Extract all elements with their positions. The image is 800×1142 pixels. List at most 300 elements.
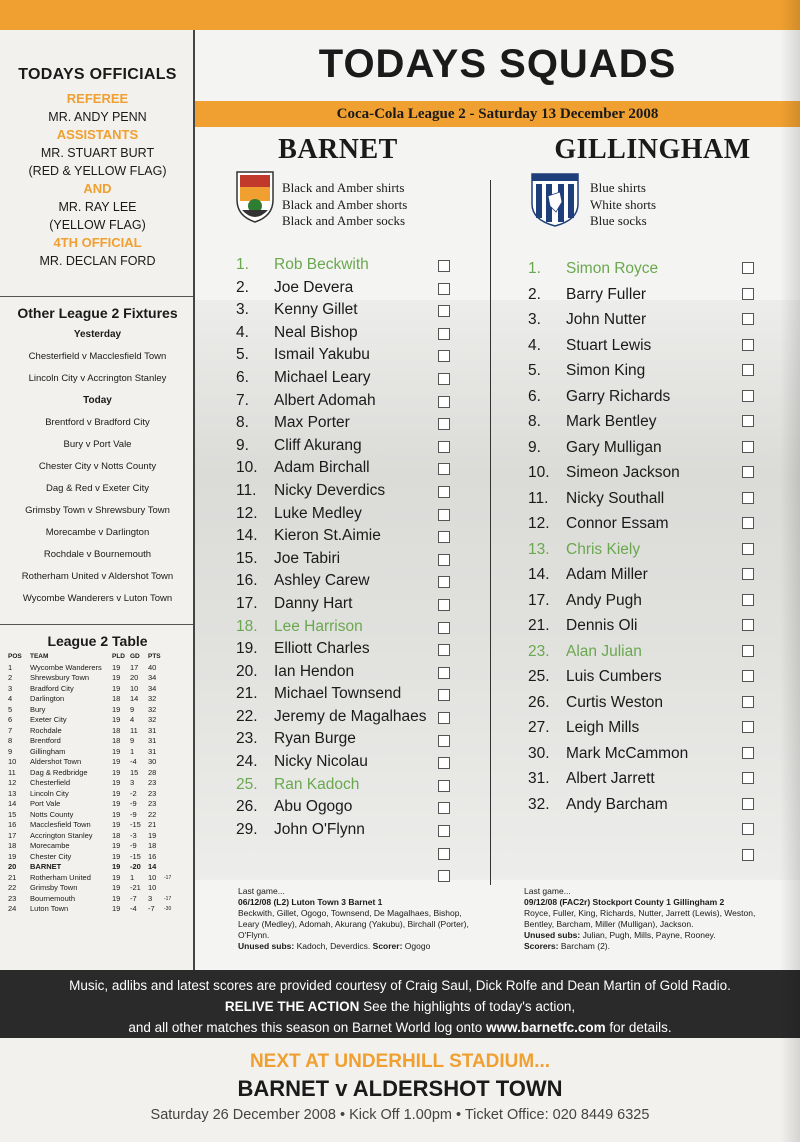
table-cell: 11	[8, 767, 16, 777]
player-number: 5.	[236, 346, 249, 364]
officials-title: TODAYS OFFICIALS	[18, 66, 177, 83]
player-row	[236, 299, 461, 322]
player-name: Elliott Charles	[274, 640, 370, 658]
table-cell: 10	[8, 757, 17, 766]
gillingham-squad-list	[528, 256, 748, 817]
table-cell: 6	[8, 715, 13, 724]
player-number: 15.	[236, 549, 258, 567]
table-cell: 19	[112, 851, 121, 861]
player-number: 5.	[528, 362, 541, 379]
next-match-panel	[0, 1038, 800, 1142]
checkbox[interactable]	[742, 262, 754, 274]
player-number: 12.	[236, 504, 258, 522]
table-cell: BARNET	[30, 862, 62, 871]
unused-subs: Julian, Pugh, Mills, Payne, Rooney.	[582, 930, 716, 940]
player-number: 31.	[528, 770, 550, 787]
table-cell: 7	[8, 725, 13, 735]
last-game-lineup: Royce, Fuller, King, Richards, Nutter, Jarrett (Lewis), Weston, Bentley, Barcham, Miller (Mulligan), Jackson.	[524, 908, 756, 929]
fixture-item: Rochdale v Bournemouth	[43, 549, 152, 560]
player-name: Kenny Gillet	[274, 301, 358, 319]
player-name: Ashley Carew	[274, 572, 370, 590]
player-number: 17.	[528, 591, 550, 609]
player-row	[236, 661, 461, 684]
table-cell: 19	[112, 872, 121, 882]
table-cell: Chester City	[30, 851, 72, 861]
fixture-item: Chester City v Notts County	[38, 461, 157, 472]
player-name: Gary Mulligan	[566, 438, 662, 456]
table-cell	[164, 852, 176, 863]
checkbox[interactable]	[742, 339, 754, 351]
player-name: Nicky Southall	[566, 489, 665, 507]
player-name: Ryan Burge	[274, 730, 356, 748]
table-cell: -7	[148, 904, 155, 913]
fixture-item: Rotherham United v Aldershot Town	[21, 571, 174, 582]
table-cell: Brentford	[30, 736, 61, 745]
checkbox[interactable]	[438, 260, 450, 272]
table-cell: 19	[112, 820, 121, 829]
table-cell: -15	[130, 820, 141, 829]
checkbox[interactable]	[742, 849, 754, 861]
table-cell: 5	[8, 704, 13, 714]
sponsor-bar	[0, 970, 800, 1038]
checkbox[interactable]	[438, 644, 450, 656]
table-cell: 3	[148, 893, 153, 903]
kit-line: Black and Amber socks	[282, 213, 406, 228]
table-row	[8, 673, 176, 684]
table-cell: 9	[130, 704, 135, 714]
player-name: Simon King	[566, 362, 646, 379]
player-number: 29.	[236, 820, 258, 838]
table-cell: 18	[112, 725, 121, 735]
player-number: 6.	[236, 368, 249, 386]
fixture-item: Wycombe Wanderers v Luton Town	[22, 593, 173, 604]
official-role: 4TH OFFICIAL	[53, 235, 142, 250]
table-cell: 10	[148, 883, 157, 892]
checkbox[interactable]	[438, 870, 450, 882]
checkbox[interactable]	[742, 517, 754, 529]
player-name: Mark Bentley	[566, 413, 657, 430]
checkbox[interactable]	[742, 313, 754, 325]
player-name: Michael Townsend	[274, 685, 402, 703]
checkbox[interactable]	[742, 364, 754, 376]
table-cell	[164, 757, 176, 768]
table-cell: 19	[112, 715, 121, 724]
next-match-details: Saturday 26 December 2008 • Kick Off 1.00pm • Ticket Office: 020 8449 6325	[150, 1107, 650, 1123]
table-cell: 3	[8, 683, 13, 693]
table-cell: Morecambe	[30, 841, 70, 850]
player-name: Connor Essam	[566, 515, 669, 532]
table-cell: Luton Town	[30, 904, 69, 913]
player-number: 17.	[236, 594, 258, 612]
official-name: (YELLOW FLAG)	[49, 218, 146, 232]
player-row	[528, 766, 748, 792]
table-cell: 34	[148, 673, 157, 682]
table-cell	[164, 799, 176, 810]
player-number: 8.	[236, 414, 249, 432]
table-cell: 19	[112, 788, 121, 798]
checkbox[interactable]	[438, 373, 450, 385]
table-cell: 19	[112, 683, 121, 693]
last-game-result: 09/12/08 (FAC2r) Stockport County 1 Gillingham 2	[524, 897, 725, 907]
table-row	[8, 684, 176, 695]
scorer-label: Scorer:	[372, 941, 403, 951]
player-row	[528, 690, 748, 716]
table-cell: 18	[112, 830, 121, 840]
player-number: 6.	[528, 387, 541, 405]
player-number: 25.	[236, 775, 258, 793]
table-cell	[164, 768, 176, 779]
player-name: Adam Birchall	[274, 459, 370, 477]
player-name: Simeon Jackson	[566, 464, 680, 481]
player-name: Leigh Mills	[566, 719, 640, 736]
fixture-item: Dag & Red v Exeter City	[46, 483, 149, 494]
table-cell: 10	[130, 683, 139, 693]
table-cell: Lincoln City	[30, 788, 69, 798]
divider	[0, 624, 195, 625]
player-row	[236, 751, 461, 774]
player-row	[528, 588, 748, 614]
player-name: Adam Miller	[566, 566, 648, 583]
player-row	[236, 367, 461, 390]
player-name: Luke Medley	[274, 504, 362, 522]
unused-subs-label: Unused subs:	[524, 930, 581, 940]
checkbox[interactable]	[438, 848, 450, 860]
divider	[0, 296, 195, 297]
player-row	[528, 282, 748, 308]
table-cell: 11	[130, 725, 138, 735]
checkbox[interactable]	[742, 568, 754, 580]
table-cell	[164, 810, 176, 821]
player-name: Joe Tabiri	[274, 549, 341, 567]
player-name: Nicky Deverdics	[274, 481, 386, 499]
table-cell: Bournemouth	[30, 893, 76, 903]
player-row	[528, 562, 748, 588]
table-cell: 19	[8, 851, 17, 861]
table-cell: Grimsby Town	[30, 883, 78, 892]
checkbox[interactable]	[438, 712, 450, 724]
player-number: 8.	[528, 413, 541, 430]
table-cell: 19	[112, 746, 121, 756]
checkbox[interactable]	[438, 622, 450, 634]
checkbox[interactable]	[438, 486, 450, 498]
player-name: Kieron St.Aimie	[274, 527, 381, 545]
checkbox[interactable]	[742, 696, 754, 708]
checkbox[interactable]	[438, 441, 450, 453]
player-number: 4.	[236, 323, 249, 341]
player-row	[528, 307, 748, 333]
barnet-kit-list	[282, 180, 407, 230]
table-row	[8, 831, 176, 842]
checkbox[interactable]	[742, 288, 754, 300]
player-name: Simon Royce	[566, 260, 659, 277]
checkbox[interactable]	[438, 350, 450, 362]
official-name: MR. ANDY PENN	[48, 110, 147, 124]
table-cell: Port Vale	[30, 799, 61, 808]
player-row	[236, 683, 461, 706]
checkbox[interactable]	[438, 757, 450, 769]
details-text: for details.	[605, 1020, 672, 1035]
table-cell: 19	[112, 799, 121, 808]
table-cell: 19	[112, 778, 121, 787]
checkbox[interactable]	[438, 576, 450, 588]
match-subtitle: Coca-Cola League 2 - Saturday 13 December 2008	[195, 101, 800, 127]
table-cell: 22	[8, 883, 17, 892]
checkbox[interactable]	[438, 283, 450, 295]
table-cell: Gillingham	[30, 746, 66, 756]
table-row	[8, 778, 176, 789]
table-cell: 32	[148, 694, 157, 703]
player-number: 20.	[236, 662, 258, 680]
table-row	[8, 757, 176, 768]
table-cell: 23	[148, 799, 157, 808]
player-number: 2.	[236, 278, 249, 296]
table-cell	[164, 673, 176, 684]
player-number: 26.	[236, 798, 258, 816]
table-cell	[164, 736, 176, 747]
official-role: AND	[83, 181, 112, 196]
relive-text: See the highlights of today's action,	[359, 999, 576, 1014]
home-team-name: BARNET	[278, 134, 398, 165]
checkbox[interactable]	[438, 554, 450, 566]
table-cell: 17	[8, 830, 17, 840]
table-cell: -2	[130, 788, 137, 798]
table-cell: Dag & Redbridge	[30, 767, 88, 777]
checkbox[interactable]	[438, 418, 450, 430]
gillingham-last-game	[524, 886, 769, 952]
kit-line: Black and Amber shirts	[282, 180, 405, 195]
player-row	[236, 503, 461, 526]
player-number: 1.	[236, 256, 249, 273]
table-cell: 24	[8, 904, 17, 913]
table-cell: 18	[8, 841, 17, 850]
checkbox[interactable]	[742, 619, 754, 631]
player-number: 30.	[528, 744, 550, 762]
player-row	[236, 322, 461, 345]
table-cell: 19	[112, 673, 121, 682]
checkbox[interactable]	[438, 802, 450, 814]
checkbox[interactable]	[742, 670, 754, 682]
table-cell: 28	[148, 767, 157, 777]
player-number: 26.	[528, 693, 550, 711]
table-header-cell	[164, 652, 176, 663]
barnet-squad-list	[236, 254, 461, 841]
scorer-label: Scorers:	[524, 941, 559, 951]
player-row	[236, 616, 461, 639]
checkbox[interactable]	[742, 823, 754, 835]
player-row	[236, 638, 461, 661]
table-cell: 4	[130, 715, 135, 724]
fixture-item: Morecambe v Darlington	[45, 527, 150, 538]
player-name: Garry Richards	[566, 387, 671, 405]
player-number: 14.	[236, 527, 258, 545]
player-number: 11.	[528, 489, 549, 507]
website-link[interactable]: www.barnetfc.com	[486, 1020, 606, 1035]
player-number: 23.	[236, 730, 258, 748]
checkbox[interactable]	[742, 492, 754, 504]
table-cell: Rochdale	[30, 725, 62, 735]
player-row	[236, 774, 461, 797]
table-cell: 1	[130, 872, 135, 882]
table-cell	[164, 747, 176, 758]
player-name: Nicky Nicolau	[274, 753, 368, 771]
checkbox[interactable]	[438, 780, 450, 792]
table-cell: 30	[148, 757, 157, 766]
checkbox[interactable]	[742, 390, 754, 402]
table-cell: -15	[130, 851, 141, 861]
table-cell	[164, 831, 176, 842]
table-cell: 15	[8, 809, 17, 819]
player-row	[528, 715, 748, 741]
checkbox[interactable]	[438, 305, 450, 317]
fixture-item: Lincoln City v Accrington Stanley	[28, 373, 167, 384]
table-cell: 19	[112, 767, 121, 777]
player-name: Andy Barcham	[566, 795, 668, 813]
table-cell	[164, 715, 176, 726]
checkbox[interactable]	[742, 466, 754, 478]
player-name: Barry Fuller	[566, 285, 647, 303]
table-header-cell: PLD	[112, 653, 125, 660]
checkbox[interactable]	[438, 667, 450, 679]
checkbox[interactable]	[438, 825, 450, 837]
player-row	[528, 792, 748, 818]
player-row	[528, 409, 748, 435]
table-cell: 32	[148, 715, 157, 724]
officials-panel	[0, 30, 195, 295]
player-row	[528, 664, 748, 690]
player-name: Lee Harrison	[274, 617, 363, 635]
player-number: 10.	[528, 464, 550, 481]
official-name: MR. STUART BURT	[40, 146, 155, 160]
table-cell: 19	[112, 883, 121, 892]
fixture-item: Brentford v Bradford City	[45, 417, 150, 428]
checkbox[interactable]	[742, 645, 754, 657]
squad-divider	[490, 180, 491, 885]
checkbox[interactable]	[438, 689, 450, 701]
checkbox[interactable]	[742, 772, 754, 784]
table-cell: 20	[130, 673, 139, 682]
table-cell: 20	[8, 862, 17, 871]
player-row	[236, 796, 461, 819]
player-number: 10.	[236, 459, 258, 477]
fixture-item: Bury v Port Vale	[63, 439, 132, 450]
player-name: Dennis Oli	[566, 617, 638, 634]
kit-line: White shorts	[590, 196, 657, 212]
player-number: 27.	[528, 719, 550, 736]
player-name: Mark McCammon	[566, 744, 689, 762]
checkbox[interactable]	[742, 721, 754, 733]
table-cell: -17	[164, 874, 172, 881]
table-cell: 1	[8, 662, 13, 672]
player-row	[236, 819, 461, 842]
table-cell: 9	[130, 736, 135, 745]
kit-line: Blue socks	[590, 213, 647, 228]
away-team-name: GILLINGHAM	[554, 134, 751, 165]
checkbox[interactable]	[742, 415, 754, 427]
player-number: 21.	[236, 685, 258, 703]
checkbox[interactable]	[742, 441, 754, 453]
official-name: MR. DECLAN FORD	[39, 254, 156, 268]
player-name: Danny Hart	[274, 594, 353, 612]
checkbox[interactable]	[438, 509, 450, 521]
player-name: Neal Bishop	[274, 323, 358, 341]
table-cell: -7	[130, 893, 137, 903]
player-row	[236, 254, 461, 277]
player-name: Ian Hendon	[274, 662, 355, 680]
player-row	[236, 435, 461, 458]
table-cell: Shrewsbury Town	[30, 673, 90, 682]
player-number: 9.	[236, 436, 249, 454]
table-cell	[164, 778, 176, 789]
gillingham-crest-icon	[530, 172, 580, 233]
checkbox[interactable]	[742, 747, 754, 759]
player-name: Ran Kadoch	[274, 775, 360, 793]
table-cell: 31	[148, 746, 157, 756]
player-number: 2.	[528, 285, 541, 303]
kit-line: Black and Amber shorts	[282, 196, 408, 212]
player-name: Abu Ogogo	[274, 798, 353, 816]
table-cell: -9	[130, 799, 137, 808]
checkbox[interactable]	[438, 531, 450, 543]
player-row	[236, 344, 461, 367]
player-number: 11.	[236, 481, 257, 499]
checkbox[interactable]	[742, 798, 754, 810]
last-game-label: Last game...	[524, 886, 571, 896]
fixtures-title: Other League 2 Fixtures	[17, 305, 178, 321]
player-name: Cliff Akurang	[274, 436, 362, 454]
table-cell: -9	[130, 841, 137, 850]
table-cell: 9	[8, 746, 13, 756]
page-title: TODAYS SQUADS	[318, 42, 677, 86]
checkbox[interactable]	[742, 594, 754, 606]
checkbox[interactable]	[438, 396, 450, 408]
table-cell: Accrington Stanley	[30, 830, 93, 840]
player-name: Jeremy de Magalhaes	[274, 707, 427, 725]
checkbox[interactable]	[438, 463, 450, 475]
table-cell: -17	[164, 895, 172, 902]
player-row	[236, 390, 461, 413]
table-cell: Darlington	[30, 694, 65, 703]
checkbox[interactable]	[742, 543, 754, 555]
table-cell	[164, 663, 176, 674]
fixtures-panel	[0, 302, 195, 610]
player-number: 22.	[236, 707, 258, 725]
table-row	[8, 862, 176, 873]
table-row	[8, 852, 176, 863]
player-number: 3.	[528, 311, 541, 328]
player-row	[528, 435, 748, 461]
relive-heading: RELIVE THE ACTION	[224, 999, 360, 1014]
player-name: Albert Jarrett	[566, 770, 655, 787]
unused-subs: Kadoch, Deverdics.	[296, 941, 371, 951]
checkbox[interactable]	[438, 599, 450, 611]
player-number: 32.	[528, 795, 550, 813]
checkbox[interactable]	[438, 735, 450, 747]
player-name: Andy Pugh	[566, 591, 642, 609]
table-cell	[164, 789, 176, 800]
kit-line: Blue shirts	[590, 180, 646, 195]
table-cell: 2	[8, 673, 13, 682]
scorer: Barcham (2).	[560, 941, 610, 951]
table-cell: 18	[112, 736, 121, 745]
table-cell: Bradford City	[30, 683, 74, 693]
fixture-item: Chesterfield v Macclesfield Town	[28, 351, 167, 362]
table-cell: 18	[148, 841, 157, 850]
checkbox[interactable]	[438, 328, 450, 340]
player-number: 3.	[236, 301, 249, 319]
table-cell: 19	[112, 893, 121, 903]
table-cell: 23	[8, 893, 17, 903]
table-cell: 21	[8, 872, 17, 882]
